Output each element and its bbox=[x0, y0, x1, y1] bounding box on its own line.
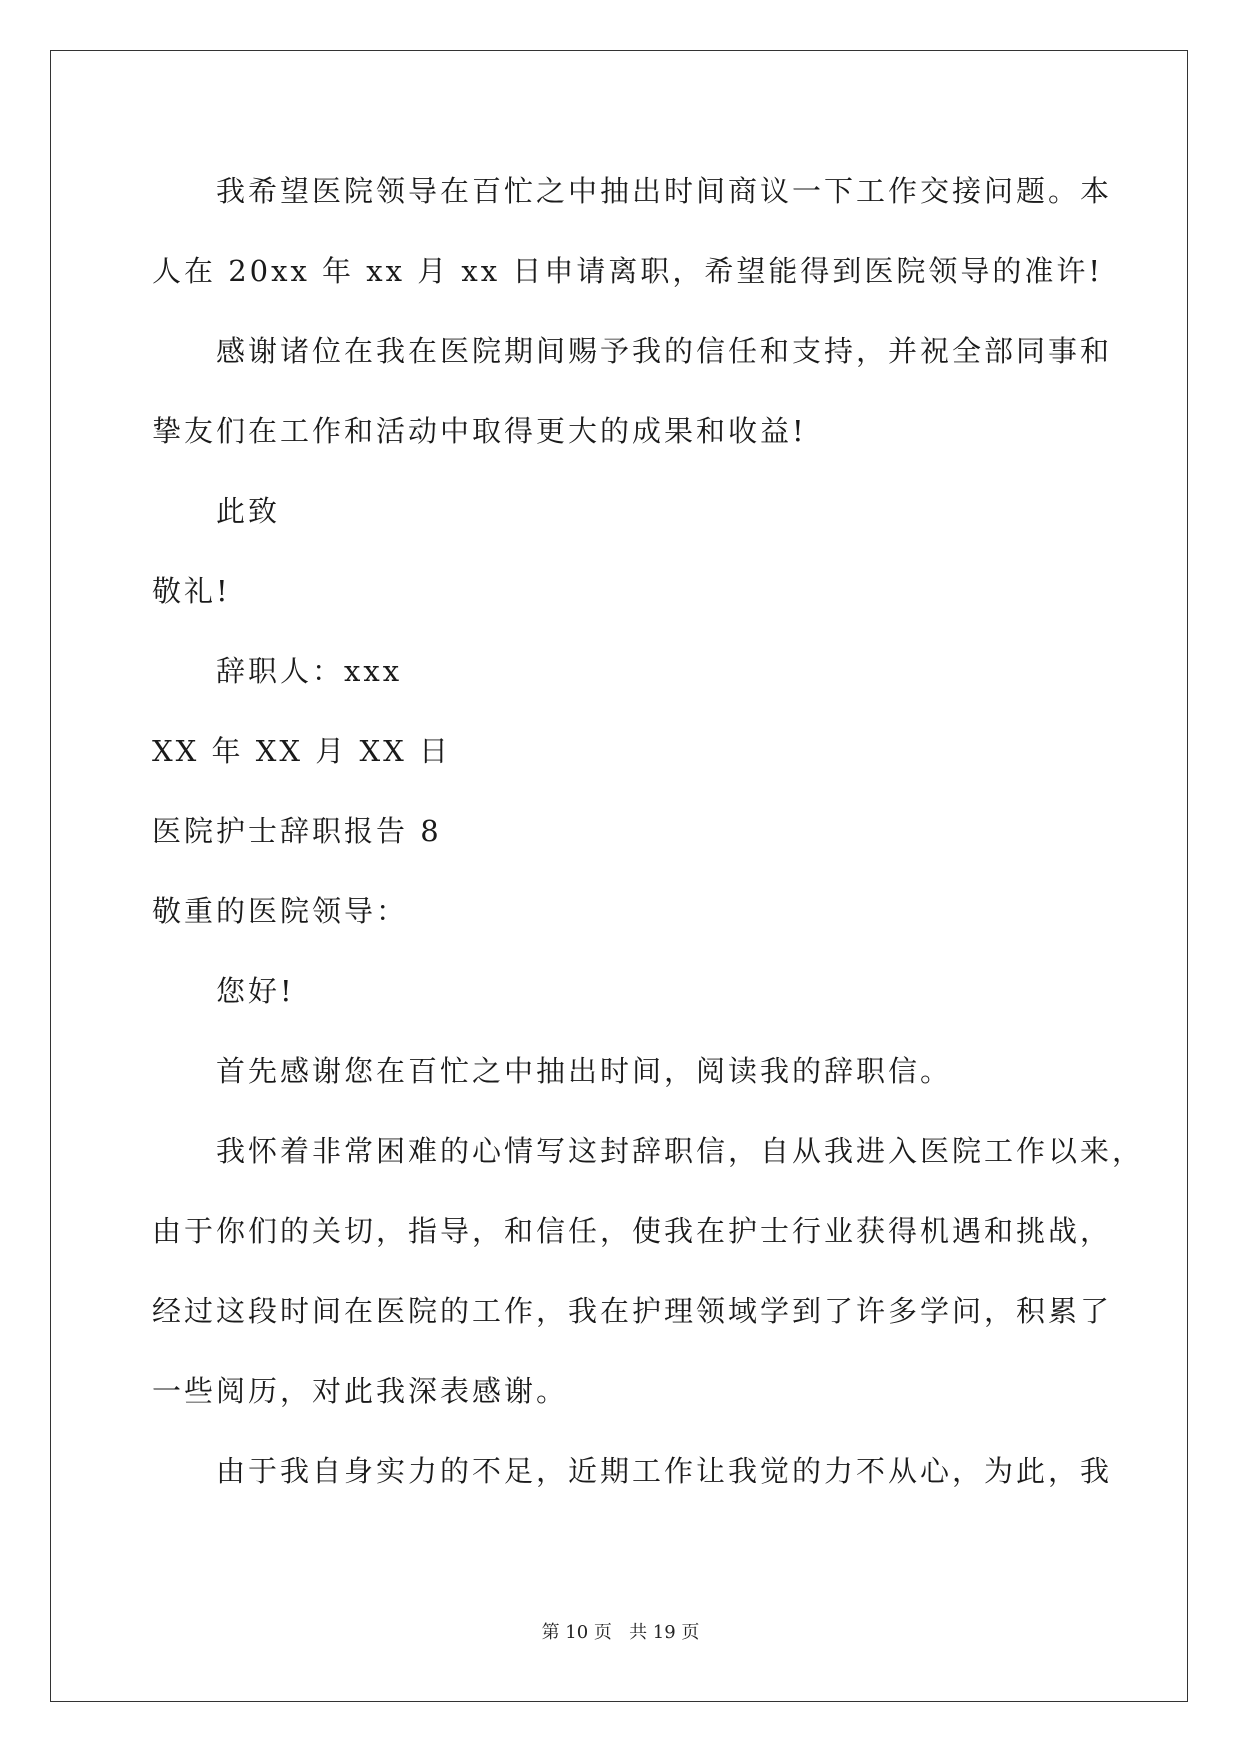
letter-addressee: 敬重的医院领导： bbox=[152, 894, 409, 928]
section-title: 医院护士辞职报告 8 bbox=[152, 814, 442, 848]
paragraph-line-6: 我怀着非常困难的心情写这封辞职信，自从我进入医院工作以来， bbox=[216, 1134, 1145, 1168]
closing-salutation: 此致 bbox=[216, 494, 281, 528]
signature-date: XX 年 XX 月 XX 日 bbox=[152, 734, 451, 768]
paragraph-line-1: 我希望医院领导在百忙之中抽出时间商议一下工作交接问题。本 bbox=[216, 174, 1113, 208]
paragraph-line-4: 挚友们在工作和活动中取得更大的成果和收益! bbox=[152, 414, 807, 448]
paragraph-line-2: 人在 20xx 年 xx 月 xx 日申请离职，希望能得到医院领导的准许! bbox=[152, 254, 1103, 288]
paragraph-line-9: 一些阅历，对此我深表感谢。 bbox=[152, 1374, 569, 1408]
paragraph-line-8: 经过这段时间在医院的工作，我在护理领域学到了许多学问，积累了 bbox=[152, 1294, 1113, 1328]
paragraph-line-7: 由于你们的关切，指导，和信任，使我在护士行业获得机遇和挑战， bbox=[152, 1214, 1113, 1248]
closing-regards: 敬礼! bbox=[152, 574, 231, 608]
paragraph-line-3: 感谢诸位在我在医院期间赐予我的信任和支持，并祝全部同事和 bbox=[216, 334, 1113, 368]
page-number-footer: 第 10 页 共 19 页 bbox=[541, 1622, 700, 1643]
paragraph-line-10: 由于我自身实力的不足，近期工作让我觉的力不从心，为此，我 bbox=[216, 1454, 1113, 1488]
signature-name: 辞职人：xxx bbox=[216, 654, 403, 688]
letter-greeting: 您好! bbox=[216, 974, 295, 1008]
paragraph-line-5: 首先感谢您在百忙之中抽出时间，阅读我的辞职信。 bbox=[216, 1054, 953, 1088]
